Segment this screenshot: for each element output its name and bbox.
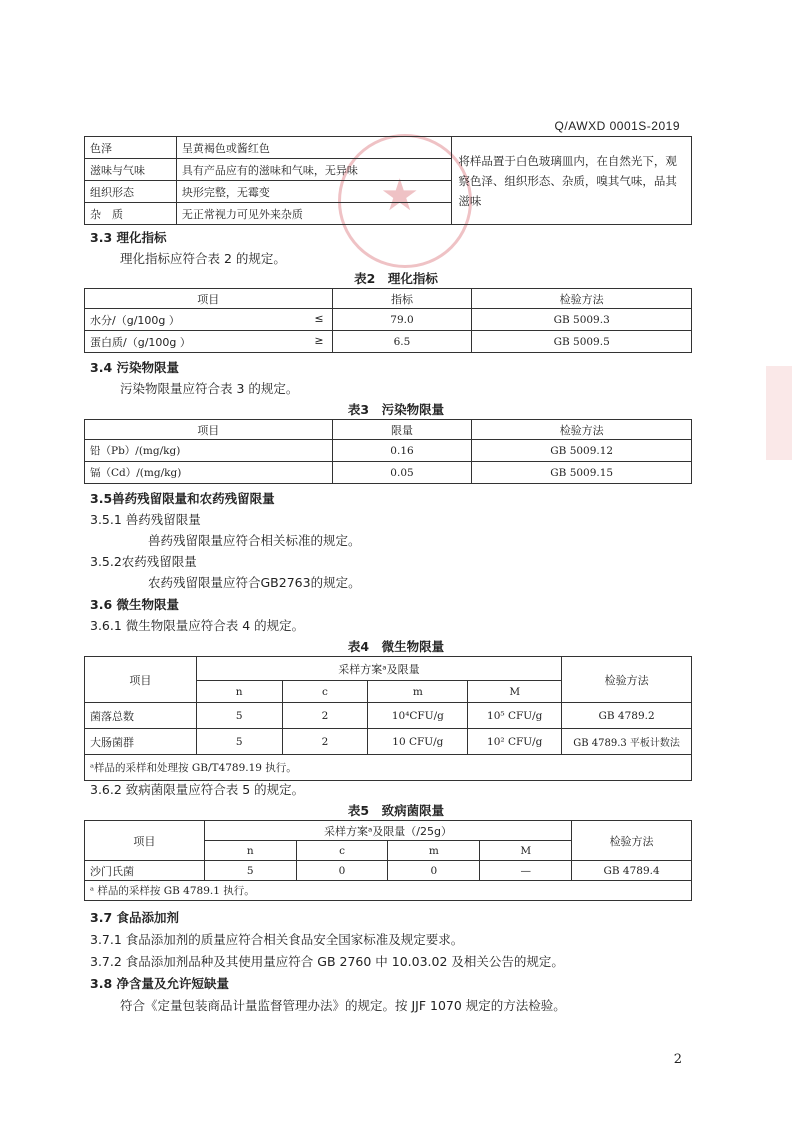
table-header: 项目 [85,420,333,440]
table-cell: 呈黄褐色或酱红色 [176,137,452,159]
table-header: 检验方法 [472,420,692,440]
table-header: c [296,841,388,861]
table-cell [85,331,333,353]
table-4 [84,656,692,781]
table-cell: 无正常视力可见外来杂质 [176,203,452,225]
table-cell: 2 [282,703,368,729]
table-cell [85,309,333,331]
table-cell: 块形完整，无霉变 [176,181,452,203]
table-header: n [204,841,296,861]
table-header: 指标 [332,289,472,309]
comparison-op: ≥ [314,333,324,347]
table-header: 检验方法 [562,657,692,703]
table-cell: 组织形态 [85,181,177,203]
table-header: 检验方法 [572,821,692,861]
table-cell: 色泽 [85,137,177,159]
table-cell: 菌落总数 [85,703,197,729]
table-title: 表5 致病菌限量 [347,803,445,818]
table-cell: 5 [196,729,282,755]
table-header: 项目 [85,289,333,309]
section-heading: 3.5兽药残留限量和农药残留限量 [90,491,275,506]
table-cell: 0.05 [332,462,472,484]
table-cell: 大肠菌群 [85,729,197,755]
paragraph: 农药残留限量应符合GB2763的规定。 [148,575,361,590]
subsection-heading: 3.5.2农药残留限量 [90,554,197,569]
paragraph: 3.6.2 致病菌限量应符合表 5 的规定。 [90,782,305,797]
comparison-op: ≤ [314,311,324,325]
table-cell: GB 5009.3 [472,309,692,331]
table-note: ᵃ样品的采样和处理按 GB/T4789.19 执行。 [85,755,692,781]
table-cell: 0 [296,861,388,881]
page-number: 2 [673,1052,682,1067]
paragraph: 污染物限量应符合表 3 的规定。 [120,381,299,396]
table-cell: 2 [282,729,368,755]
table-title: 表4 微生物限量 [347,639,445,654]
paragraph: 兽药残留限量应符合相关标准的规定。 [148,533,361,548]
table-title: 表3 污染物限量 [347,402,445,417]
table-cell: GB 4789.3 平板计数法 [562,729,692,755]
table-header: c [282,681,368,703]
table-header: M [468,681,562,703]
table-cell: GB 5009.12 [472,440,692,462]
table-cell: — [480,861,572,881]
table-cell: 10² CFU/g [468,729,562,755]
subsection-heading: 3.5.1 兽药残留限量 [90,512,201,527]
paragraph: 3.6.1 微生物限量应符合表 4 的规定。 [90,618,305,633]
table-cell: 镉（Cd）/(mg/kg) [85,462,333,484]
document-code: Q/AWXD 0001S-2019 [554,119,680,133]
table-cell: 铅（Pb）/(mg/kg) [85,440,333,462]
table-3 [84,419,692,484]
table-cell: 0.16 [332,440,472,462]
table-header: 限量 [332,420,472,440]
table-title: 表2 理化指标 [354,271,438,286]
paragraph: 理化指标应符合表 2 的规定。 [120,251,286,266]
table-2 [84,288,692,353]
table-header: m [368,681,468,703]
table-header: m [388,841,480,861]
table-cell: GB 4789.4 [572,861,692,881]
section-heading: 3.3 理化指标 [90,230,167,245]
item-label: 蛋白质/（g/100g ） [90,335,191,349]
table-cell: 79.0 [332,309,472,331]
table-header: 采样方案ᵃ及限量（/25g） [204,821,571,841]
table-cell: 10 CFU/g [368,729,468,755]
table-header: n [196,681,282,703]
paragraph: 3.7.1 食品添加剂的质量应符合相关食品安全国家标准及规定要求。 [90,932,464,947]
table-cell: 具有产品应有的滋味和气味，无异味 [176,159,452,181]
table-header: 项目 [85,821,205,861]
table-header: M [480,841,572,861]
table-cell: 0 [388,861,480,881]
table-cell: 杂 质 [85,203,177,225]
table-cell: 滋味与气味 [85,159,177,181]
table-note: ᵃ 样品的采样按 GB 4789.1 执行。 [85,881,692,901]
table-cell: GB 5009.15 [472,462,692,484]
table-header: 采样方案ᵃ及限量 [196,657,561,681]
table-cell: 5 [204,861,296,881]
table-cell: 10⁵ CFU/g [468,703,562,729]
section-heading: 3.7 食品添加剂 [90,910,179,925]
table-cell: GB 5009.5 [472,331,692,353]
table-5 [84,820,692,901]
section-heading: 3.4 污染物限量 [90,360,179,375]
table-cell: 沙门氏菌 [85,861,205,881]
paragraph: 3.7.2 食品添加剂品种及其使用量应符合 GB 2760 中 10.03.02 及相关公告的规定。 [90,954,564,969]
item-label: 水分/（g/100g ） [90,313,180,327]
section-heading: 3.6 微生物限量 [90,597,179,612]
table-header: 项目 [85,657,197,703]
section-heading: 3.8 净含量及允许短缺量 [90,976,229,991]
table-header: 检验方法 [472,289,692,309]
sensory-table [84,136,692,225]
table-cell: 5 [196,703,282,729]
sensory-method: 将样品置于白色玻璃皿内，在自然光下，观察色泽、组织形态、杂质，嗅其气味，品其滋味 [452,137,692,225]
table-cell: 6.5 [332,331,472,353]
table-cell: GB 4789.2 [562,703,692,729]
seal-star-icon: ★ [380,170,420,221]
table-cell: 10⁴CFU/g [368,703,468,729]
paragraph: 符合《定量包装商品计量监督管理办法》的规定。按 JJF 1070 规定的方法检验。 [120,998,566,1013]
